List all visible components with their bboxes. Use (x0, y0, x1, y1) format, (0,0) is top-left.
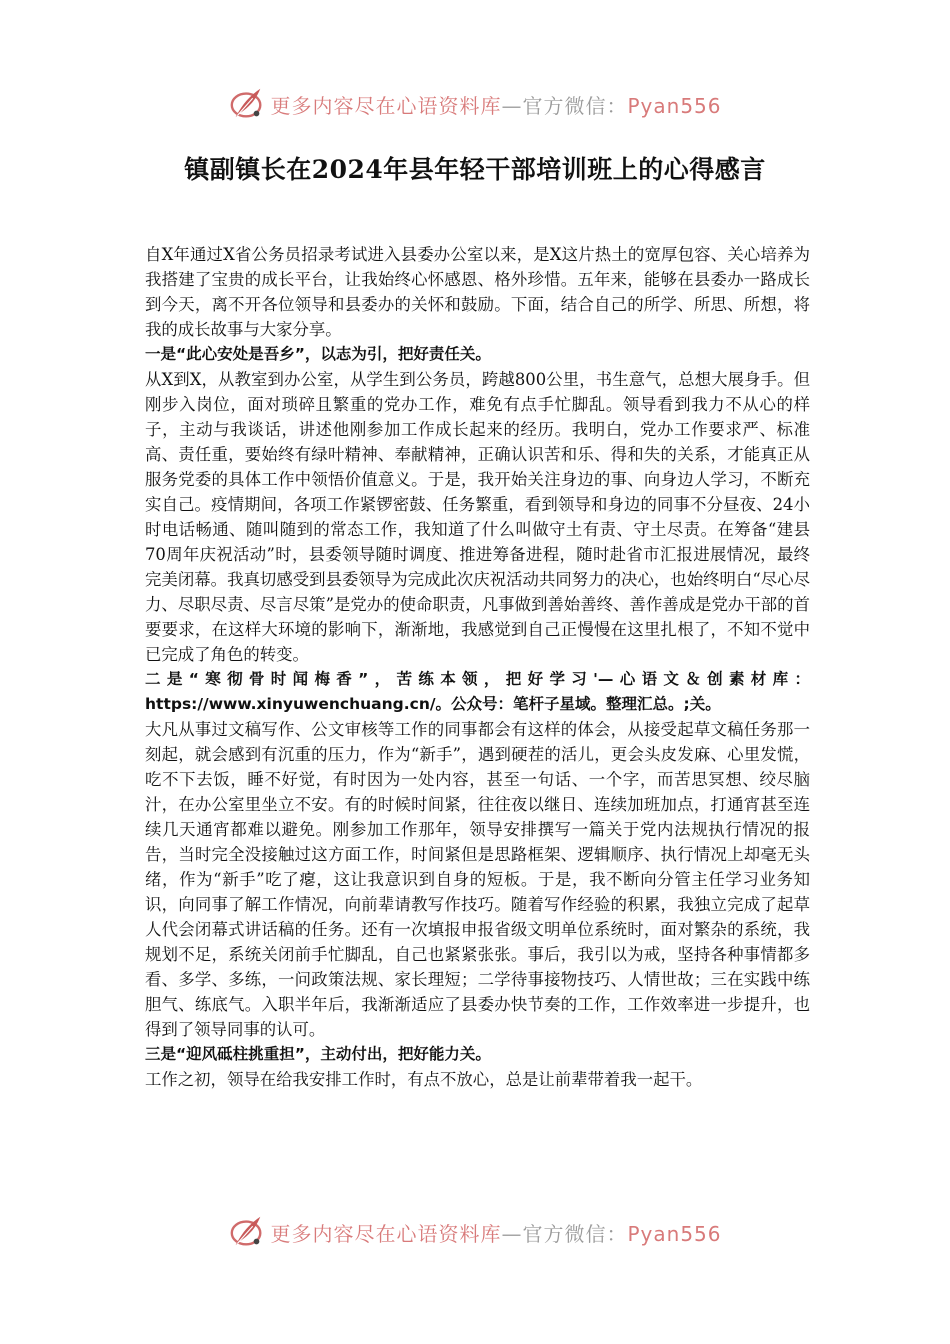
paragraph-section-3: 工作之初，领导在给我安排工作时，有点不放心，总是让前辈带着我一起干。 (145, 1070, 703, 1089)
banner-wechat-label: 官方微信： (522, 1221, 628, 1246)
banner-slogan: 更多内容尽在心语资料库 (270, 93, 502, 118)
banner-wechat-label: 官方微信： (522, 93, 628, 118)
quill-ink-logo-icon (228, 85, 266, 123)
document-title: 镇副镇长在2024年县年轻干部培训班上的心得感言 (184, 155, 766, 184)
banner-separator: — (501, 93, 523, 118)
banner-wechat-id: Pyan556 (627, 1221, 722, 1246)
footer-banner (0, 1212, 950, 1252)
header-banner (0, 84, 950, 124)
quill-ink-logo-icon (228, 1213, 266, 1251)
paragraph-section-2: 大凡从事过文稿写作、公文审核等工作的同事都会有这样的体会，从接受起草文稿任务那一刻起，就会感到有沉重的压力，作为“新手”，遇到硬茬的活儿，更会头皮发麻、心里发慌，吃不下去饭，睡不好觉，有时因为一处内容，甚至一句话、一个字，而苦思冥想、绞尽脑汁，在办公室里坐立不安。有的时候时间紧，往往夜以继日、连续加班加点，打通宵甚至连续几天通宵都难以避免。刚参加工作那年，领导安排撰写一篇关于党内法规执行情况的报告，当时完全没接触过这方面工作，时间紧但是思路框架、逻辑顺序、执行情况上却毫无头绪，作为“新手”吃了瘪，这让我意识到自身的短板。于是，我不断向分管主任学习业务知识，向同事了解工作情况，向前辈请教写作技巧。随着写作经验的积累，我独立完成了起草人代会闭幕式讲话稿的任务。还有一次填报申报省级文明单位系统时，面对繁杂的系统，我规划不足，系统关闭前手忙脚乱，自己也紧紧张张。事后，我引以为戒，坚持各种事情都多看、多学、多练，一问政策法规、家长理短；二学待事接物技巧、人情世故；三在实践中练胆气、练底气。入职半年后，我渐渐适应了县委办快节奏的工作，工作效率进一步提升，也得到了领导同事的认可。 (145, 720, 810, 1039)
document-body (145, 212, 810, 1092)
section-heading-1: 一是“此心安处是吾乡”，以志为引，把好责任关。 (145, 345, 491, 363)
banner-separator: — (501, 1221, 523, 1246)
paragraph-section-1: 从X到X，从教室到办公室，从学生到公务员，跨越800公里，书生意气，总想大展身手。但刚步入岗位，面对琐碎且繁重的党办工作，难免有点手忙脚乱。领导看到我力不从心的样子，主动与我谈话，讲述他刚参加工作成长起来的经历。我明白，党办工作要求严、标准高、责任重，要始终有绿叶精神、奉献精神，正确认识苦和乐、得和失的关系，才能真正从服务党委的具体工作中领悟价值意义。于是，我开始关注身边的事、向身边人学习，不断充实自己。疫情期间，各项工作紧锣密鼓、任务繁重，看到领导和身边的同事不分昼夜、24小时电话畅通、随叫随到的常态工作，我知道了什么叫做守土有责、守土尽责。在筹备“建县70周年庆祝活动”时，县委领导随时调度、推进筹备进程，随时赴省市汇报进展情况，最终完美闭幕。我真切感受到县委领导为完成此次庆祝活动共同努力的决心，也始终明白“尽心尽力、尽职尽责、尽言尽策”是党办的使命职责，凡事做到善始善终、善作善成是党办干部的首要要求，在这样大环境的影响下，渐渐地，我感觉到自己正慢慢在这里扎根了，不知不觉中已完成了角色的转变。 (145, 370, 810, 664)
section-heading-2: 二是“寒彻骨时闻梅香”，苦练本领，把好学习'—心语文＆创素材库：https://www.xinyuwenchuang.cn/。公众号：笔杆子星域。整理汇总。;关。 (145, 670, 810, 713)
paragraph-intro: 自X年通过X省公务员招录考试进入县委办公室以来，是X这片热土的宽厚包容、关心培养为我搭建了宝贵的成长平台，让我始终心怀感恩、格外珍惜。五年来，能够在县委办一路成长到今天，离不开各位领导和县委办的关怀和鼓励。下面，结合自己的所学、所思、所想，将我的成长故事与大家分享。 (145, 245, 810, 339)
banner-slogan: 更多内容尽在心语资料库 (270, 1221, 502, 1246)
section-heading-3: 三是“迎风砥柱挑重担”，主动付出，把好能力关。 (145, 1045, 491, 1063)
banner-wechat-id: Pyan556 (627, 93, 722, 118)
